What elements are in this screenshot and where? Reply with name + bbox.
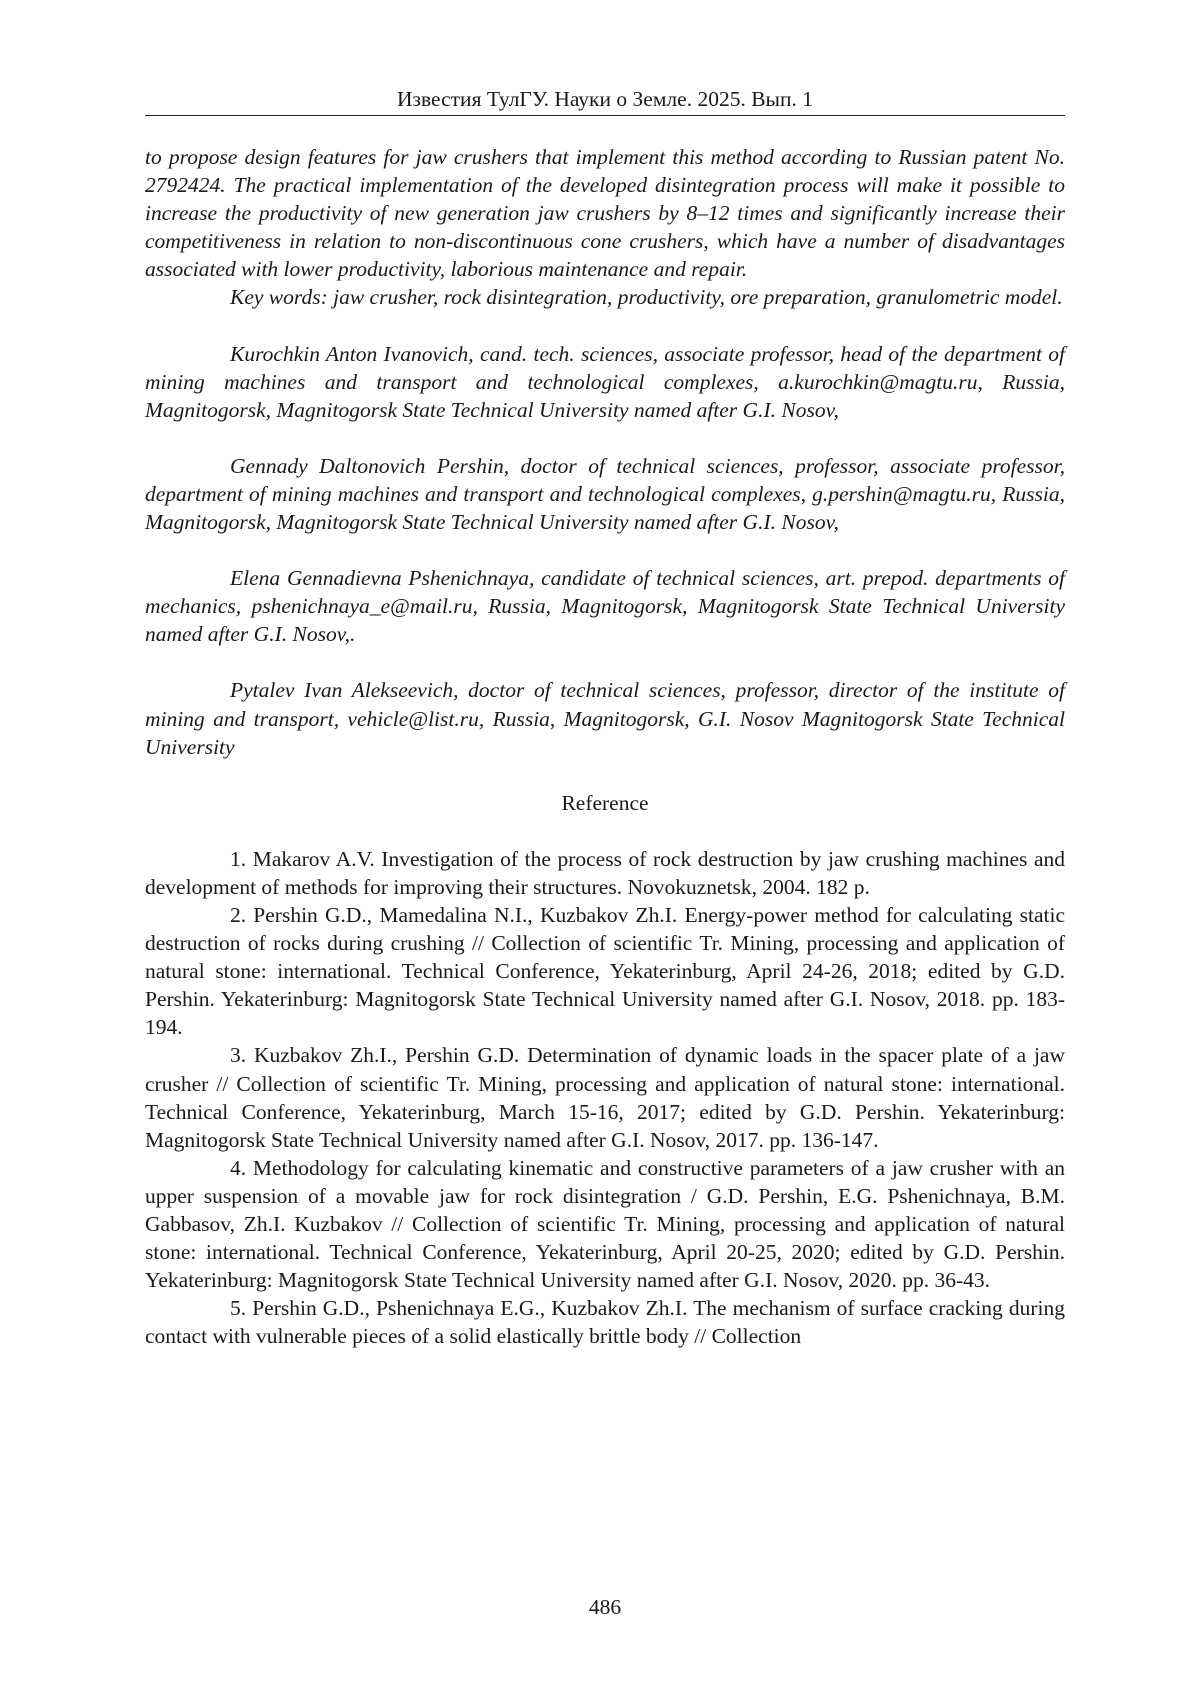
reference-item: 3. Kuzbakov Zh.I., Pershin G.D. Determination of dynamic loads in the spacer plate of a jaw crusher // Collection of scientific Tr. Mining, processing and application of natural stone: international. Technical Conference, Yekaterinburg, March 15-16, 2017; edited by G.D. Pershin. Yekaterinburg: Magnitogorsk State Technical University named after G.I. Nosov, 2017. pp. 136-147. [145,1043,1065,1152]
keywords: Key words: jaw crusher, rock disintegration, productivity, ore preparation, granulometric model. [230,285,1063,310]
author-info: Kurochkin Anton Ivanovich, cand. tech. sciences, associate professor, head of the department of mining machines and transport and technological complexes, a.kurochkin@magtu.ru, Russia, Magnitogorsk, Magnitogorsk State Technical University named after G.I. Nosov, [145,341,1065,422]
reference-item: 1. Makarov A.V. Investigation of the process of rock destruction by jaw crushing machines and development of methods for improving their structures. Novokuznetsk, 2004. 182 p. [145,846,1065,899]
reference-item: 4. Methodology for calculating kinematic and constructive parameters of a jaw crusher with an upper suspension of a movable jaw for rock disintegration / G.D. Pershin, E.G. Pshenichnaya, B.M. Gabbasov, Zh.I. Kuzbakov // Collection of scientific Tr. Mining, processing and application of natural stone: international. Technical Conference, Yekaterinburg, April 20-25, 2020; edited by G.D. Pershin. Yekaterinburg: Magnitogorsk State Technical University named after G.I. Nosov, 2020. pp. 36-43. [145,1155,1065,1293]
author-info: Pytalev Ivan Alekseevich, doctor of technical sciences, professor, director of the institute of mining and transport, vehicle@list.ru, Russia, Magnitogorsk, G.I. Nosov Magnitogorsk State Technical University [145,678,1065,759]
author-info: Elena Gennadievna Pshenichnaya, candidate of technical sciences, art. prepod. departments of mechanics, pshenichnaya_e@mail.ru, Russia, Magnitogorsk, Magnitogorsk State Technical University named after G.I. Nosov,. [145,566,1065,647]
header-rule [145,115,1065,116]
author-info: Gennady Daltonovich Pershin, doctor of technical sciences, professor, associate professor, department of mining machines and transport and technological complexes, g.pershin@magtu.ru, Russia, Magnitogorsk, Magnitogorsk State Technical University named after G.I. Nosov, [145,453,1065,535]
abstract-continuation: to propose design features for jaw crushers that implement this method according to Russian patent No. 2792424. The practical implementation of the developed disintegration process will make it possible to increase the productivity of new generation jaw crushers by 8–12 times and significantly increase their competitiveness in relation to non-discontinuous cone crushers, which have a number of disadvantages associated with lower productivity, laborious maintenance and repair. [145,145,1065,282]
page-content [145,143,1065,1350]
references-heading: Reference [561,790,649,815]
running-header: Известия ТулГУ. Науки о Земле. 2025. Вып. 1 [397,87,813,111]
page-number: 486 [588,1595,622,1619]
reference-item: 5. Pershin G.D., Pshenichnaya E.G., Kuzbakov Zh.I. The mechanism of surface cracking during contact with vulnerable pieces of a solid elastically brittle body // Collection [145,1296,1065,1349]
reference-item: 2. Pershin G.D., Mamedalina N.I., Kuzbakov Zh.I. Energy-power method for calculating static destruction of rocks during crushing // Collection of scientific Tr. Mining, processing and application of natural stone: international. Technical Conference, Yekaterinburg, April 24-26, 2018; edited by G.D. Pershin. Yekaterinburg: Magnitogorsk State Technical University named after G.I. Nosov, 2018. pp. 183-194. [145,902,1065,1040]
